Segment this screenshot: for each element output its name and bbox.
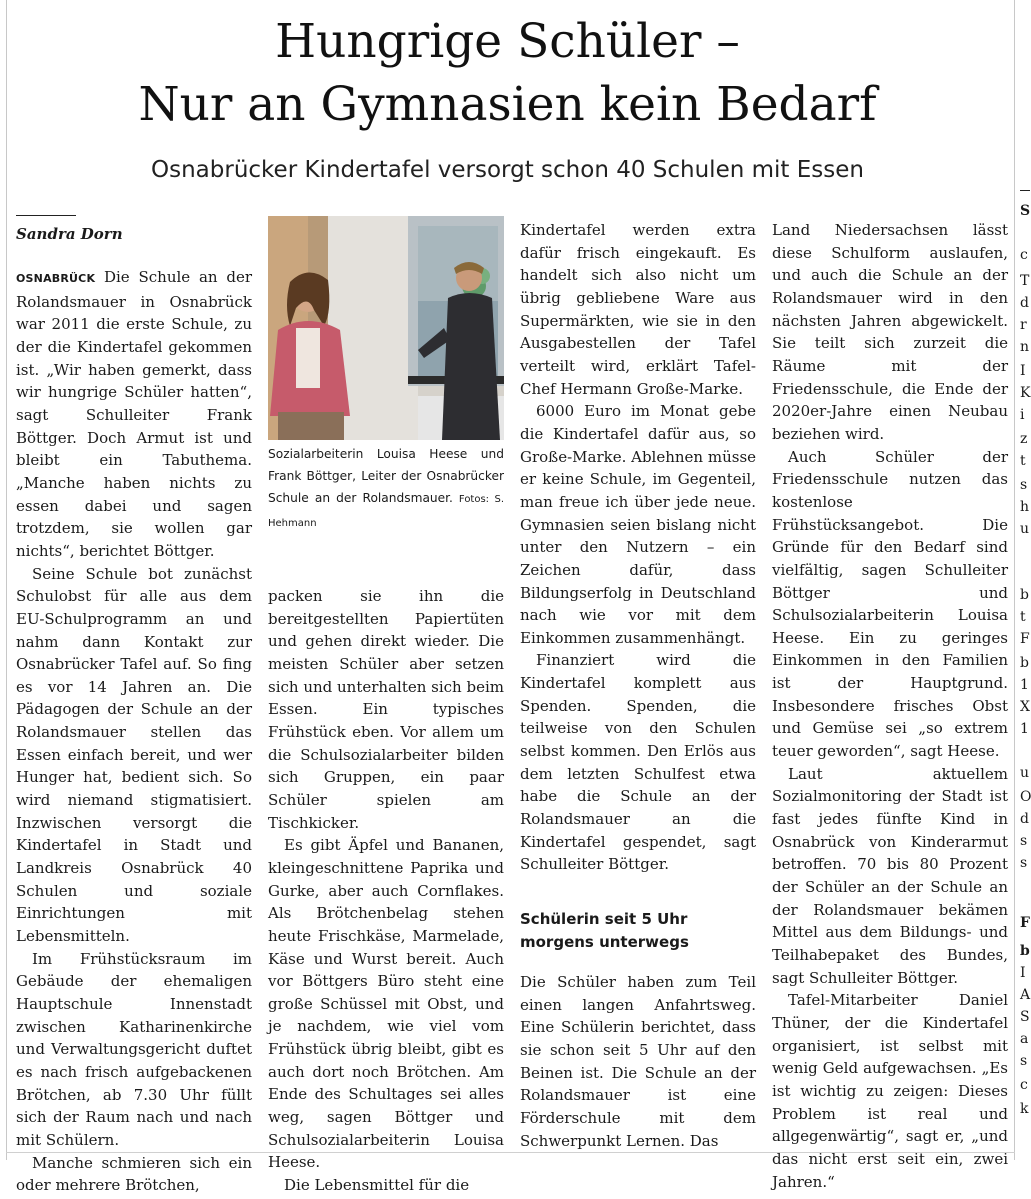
paragraph: Tafel-Mitarbeiter Daniel Thüner, der die Kindertafel organisiert, ist selbst mit wenig Geld aufgewachsen. „Es ist wichtig zu zeigen: Dieses Problem ist real und allgegenwärtig“, sagt er, „und das nicht erst seit ein, zwei Jahren.“ (772, 991, 1008, 1191)
column-2 (268, 585, 504, 1197)
neighbor-letter: F (1020, 631, 1030, 647)
neighbor-letter: b (1020, 587, 1029, 603)
column-separator (1014, 0, 1015, 1160)
paragraph: Land Niedersachsen lässt diese Schulform auslaufen, und auch die Schule an der Rolandsmauer wird in den nächsten Jahren abgewickelt. Sie teilt sich zurzeit die Räume mit der Friedensschule, die Ende der 2020er-Jahre einen Neubau beziehen wird. (772, 221, 1008, 443)
paragraph: Die Schüler haben zum Teil einen langen Anfahrtsweg. Eine Schülerin berichtet, dass sie schon seit 5 Uhr auf den Beinen ist. Die Schule an der Rolandsmauer ist eine Förderschule mit dem Schwerpunkt Lernen. Das (520, 973, 756, 1150)
neighbor-letter: X (1020, 699, 1030, 715)
column-4 (772, 219, 1008, 1193)
paragraph: Im Frühstücksraum im Gebäude der ehemaligen Hauptschule Innenstadt zwischen Katharinenkirche und Verwaltungsgericht duftet es nach frisch aufgebackenen Brötchen, ab 7.30 Uhr füllt sich der Raum nach und nach mit Schülern. (16, 949, 252, 1149)
headline-line-2: Nur an Gymnasien kein Bedarf (138, 77, 877, 132)
paragraph: Es gibt Äpfel und Bananen, kleingeschnittene Paprika und Gurke, aber auch Cornflakes. Als Brötchenbelag stehen heute Frischkäse, Marmelade, Käse und Wurst bereit. Auch vor Böttgers Büro steht eine große Schüssel mit Obst, und je nachdem, wie viel vom Frühstück übrig bleibt, gibt es auch dort noch Brötchen. Am Ende des Schultages sei alles weg, sagen Böttger und Schulsozialarbeiterin Louisa Heese. (268, 836, 504, 1172)
neighbor-letter: b (1020, 655, 1029, 671)
neighbor-letter: d (1020, 811, 1029, 827)
neighbor-letter: I (1020, 363, 1026, 379)
photo-credit: Fotos: S. Hehmann (268, 494, 504, 529)
paragraph: OSNABRÜCK Die Schule an der Rolandsmauer in Osnabrück war 2011 die erste Schule, zu der die Kindertafel gekommen ist. „Wir haben gemerkt, dass wir hungrige Schüler hatten“, sagt Schulleiter Frank Böttger. Doch Armut ist und bleibt ein Tabuthema. „Manche haben nichts zu essen dabei und sagen trotzdem, sie wollen gar nichts“, berichtet Böttger. (16, 268, 252, 560)
neighbor-letter: I (1020, 965, 1026, 981)
article-photo (268, 216, 504, 440)
paragraph: Manche schmieren sich ein oder mehrere Brötchen, (16, 1153, 252, 1195)
neighbor-letter: d (1020, 295, 1029, 311)
neighbor-letter: A (1020, 987, 1031, 1003)
byline-author: Sandra Dorn (16, 225, 123, 243)
neighbor-letter: u (1020, 765, 1030, 781)
paragraph: Finanziert wird die Kindertafel komplett aus Spenden. Spenden, die teilweise von den Schulen selbst kommen. Den Erlös aus dem letzten Schulfest etwa habe die Schule an der Rolandsmauer an die Kindertafel gespendet, sagt Schulleiter Böttger. (520, 651, 756, 874)
neighbor-letter: k (1020, 1101, 1029, 1117)
photo-illustration (268, 216, 504, 440)
neighbor-letter: c (1020, 1077, 1028, 1093)
photo-caption: Sozialarbeiterin Louisa Heese und Frank Böttger, Leiter der Osnabrücker Schule an der Rolandsmauer. Fotos: S. Hehmann (268, 447, 504, 529)
section-subheading: Schülerin seit 5 Uhr morgens unterwegs (520, 910, 689, 951)
byline-rule (16, 215, 76, 216)
neighbor-rule (1020, 190, 1030, 191)
page-border-left (6, 0, 7, 1160)
column-1 (16, 266, 252, 1197)
neighbor-letter: F (1020, 915, 1030, 931)
neighbor-letter: u (1020, 521, 1030, 537)
neighbor-letter: r (1020, 317, 1027, 333)
paragraph: Laut aktuellem Sozialmonitoring der Stadt ist fast jedes fünfte Kind in Osnabrück von Kinderarmut betroffen. 70 bis 80 Prozent der Schüler an der Schule an der Rolandsmauer bekämen Mittel aus dem Bildungs- und Teilhabepaket des Bundes, sagt Schulleiter Böttger. (772, 764, 1008, 987)
neighbor-letter: S (1020, 203, 1031, 219)
dateline: OSNABRÜCK (16, 272, 96, 285)
headline-line-1: Hungrige Schüler – (275, 14, 740, 69)
neighbor-letter: z (1020, 431, 1028, 447)
paragraph: 6000 Euro im Monat gebe die Kindertafel dafür aus, so Große-Marke. Ablehnen müsse er keine Schule, im Gegenteil, man freue ich über jede neue. Gymnasien seien bislang nicht unter den Nutzern – ein Zeichen dafür, dass Bildungserfolg in Deutschland nach wie vor mit dem Einkommen zusammenhängt. (520, 402, 757, 647)
neighbor-letter: t (1020, 453, 1026, 469)
neighbor-letter: O (1020, 789, 1031, 805)
column-3-continued (520, 971, 756, 1152)
neighbor-letter: t (1020, 609, 1026, 625)
neighbor-letter: s (1020, 855, 1028, 871)
neighbor-letter: 1 (1020, 677, 1029, 693)
neighbor-letter: 1 (1020, 721, 1029, 737)
neighbor-letter: a (1020, 1031, 1029, 1047)
column-3 (520, 219, 756, 876)
neighbor-letter: s (1020, 477, 1028, 493)
neighbor-letter: T (1020, 273, 1030, 289)
paragraph: packen sie ihn die bereitgestellten Papiertüten und gehen direkt wieder. Die meisten Schüler aber setzen sich und unterhalten sich beim Essen. Ein typisches Frühstück eben. Vor allem um die Schulsozialarbeiter bilden sich Gruppen, ein paar Schüler spielen am Tischkicker. (268, 587, 504, 832)
neighbor-letter: s (1020, 833, 1028, 849)
paragraph: Die Lebensmittel für die (284, 1176, 470, 1195)
article-subheadline: Osnabrücker Kindertafel versorgt schon 40 Schulen mit Essen (151, 157, 864, 183)
paragraph: Auch Schüler der Friedensschule nutzen das kostenlose Frühstücksangebot. Die Gründe für den Bedarf sind vielfältig, sagen Schulleiter Böttger und Schulsozialarbeiterin Louisa Heese. Ein zu geringes Einkommen in den Familien ist der Hauptgrund. Insbesondere frisches Obst und Gemüse sei „so extrem teuer geworden“, sagt Heese. (772, 447, 1008, 761)
neighbor-letter: c (1020, 247, 1028, 263)
paragraph: Kindertafel werden extra dafür frisch eingekauft. Es handelt sich also nicht um übrig gebliebene Ware aus Supermärkten, wie sie in den Ausgabestellen der Tafel verteilt wird, erklärt Tafel-Chef Hermann Große-Marke. (520, 221, 756, 398)
neighbor-letter: n (1020, 339, 1030, 355)
neighbor-letter: b (1020, 943, 1030, 959)
neighbor-letter: i (1020, 407, 1025, 423)
paragraph: Seine Schule bot zunächst Schulobst für alle aus dem EU-Schulprogramm an und nahm dann Kontakt zur Osnabrücker Tafel auf. So fing es vor 14 Jahren an. Die Pädagogen der Schule an der Rolandsmauer stellen das Essen einfach bereit, und wer Hunger hat, bedient sich. So wird niemand stigmatisiert. Inzwischen versorgt die Kindertafel in Stadt und Landkreis Osnabrück 40 Schulen und soziale Einrichtungen mit Lebensmitteln. (16, 564, 252, 946)
article-headline (20, 10, 995, 136)
neighbor-letter: s (1020, 1053, 1028, 1069)
neighbor-letter: h (1020, 499, 1030, 515)
neighbor-letter: S (1020, 1009, 1030, 1025)
neighbor-letter: K (1020, 385, 1031, 401)
